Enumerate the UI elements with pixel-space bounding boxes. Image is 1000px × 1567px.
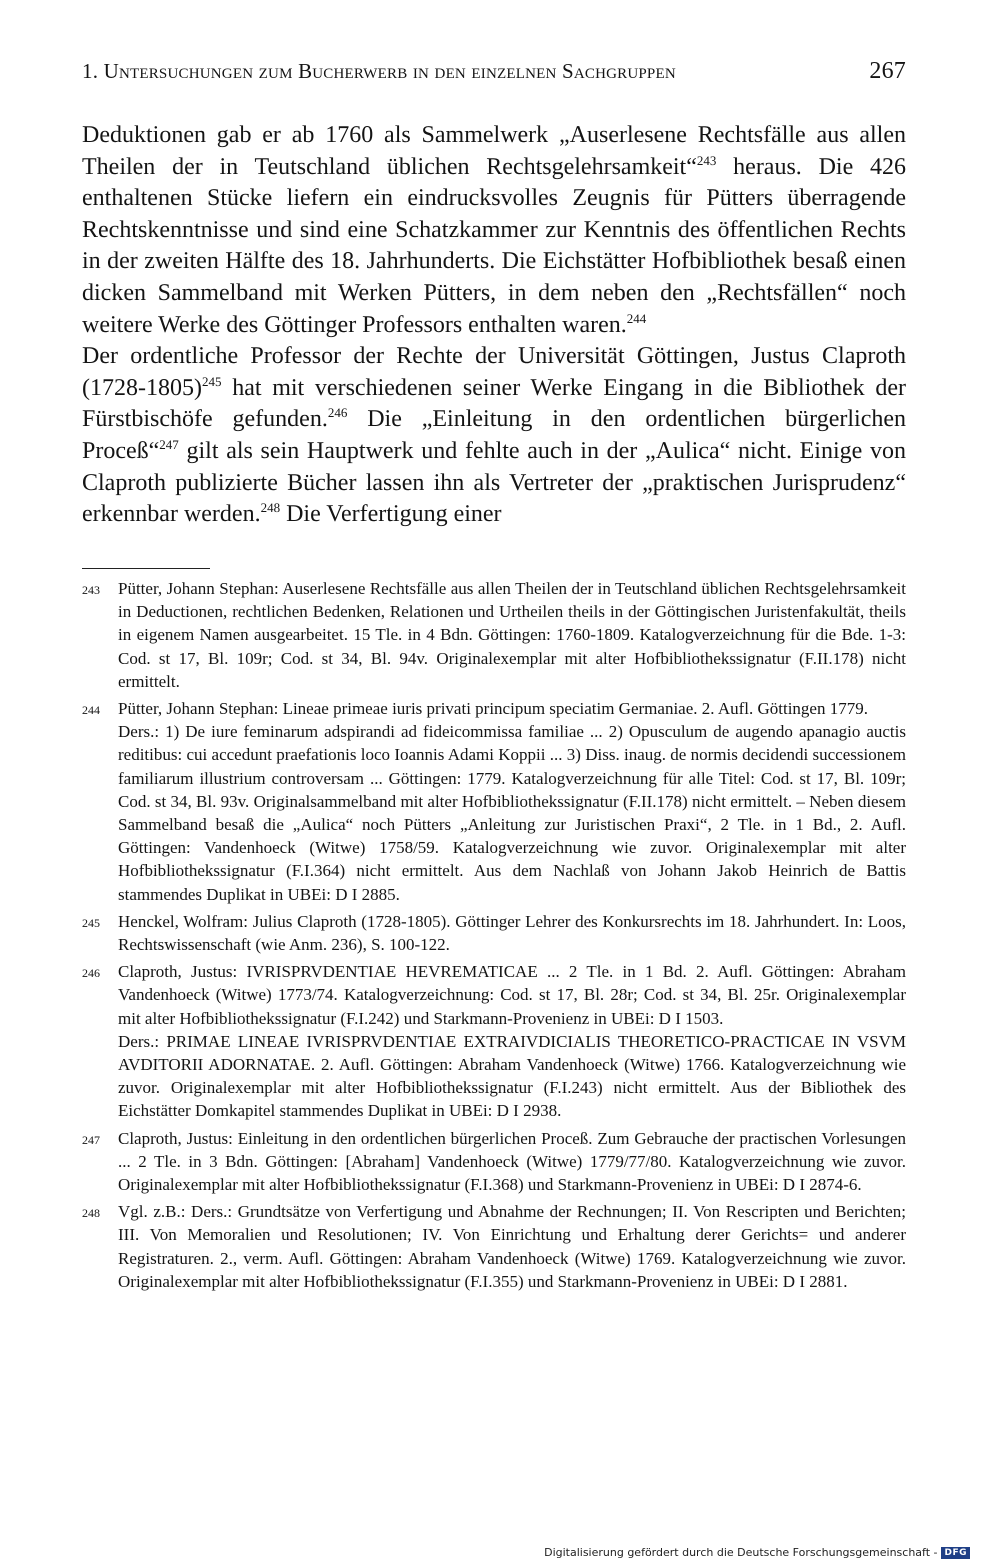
footnote-text: Claproth, Justus: Einleitung in den ordentlichen bürgerlichen Proceß. Zum Gebrauche der practischen Vorlesungen ... 2 Tle. in 3 Bdn. Göttingen: [Abraham] Vandenhoeck (Witwe) 1779/77/80. Katalogverzeichnung wie zuvor. Originalexemplar mit alter Hofbibliothekssignatur (F.I.368) und Starkmann-Provenienz in UBEi: D I 2874-6. <box>118 1128 906 1195</box>
text-segment: Deduktionen gab er ab 1760 als Sammelwerk „Auserlesene Rechtsfälle aus allen Theilen der in Teutschland üblichen Rechtsgelehrsamkeit“ <box>82 122 906 180</box>
text-segment: heraus. Die 426 enthaltenen Stücke liefern ein eindrucksvolles Zeugnis für Pütters überragende Rechtskenntnisse und sind eine Schatzkammer zur Kenntnis des öffentlichen Rechts in der zweiten Hälfte des 18. Jahrhunderts. Die Eichstätter Hofbibliothek besaß einen dicken Sammelband mit Werken Pütters, in dem neben den „Rechtsfällen“ noch weitere Werke des Göttinger Professors enthalten waren. <box>82 153 906 338</box>
text-segment: Die Verfertigung einer <box>280 501 502 528</box>
footnote-number: 246 <box>82 966 100 981</box>
footnote-ref[interactable]: 243 <box>696 152 717 168</box>
footnote-248 <box>82 1200 906 1293</box>
text-segment: hat mit verschiedenen seiner Werke Eingang in die Bibliothek der Fürstbischöfe gefunden. <box>82 374 906 433</box>
footnote-246 <box>82 960 906 1122</box>
footnote-245 <box>82 910 906 956</box>
footnote-text: Henckel, Wolfram: Julius Claproth (1728-1805). Göttinger Lehrer des Konkursrechts im 18. Jahrhundert. In: Loos, Rechtswissenschaft (wie Anm. 236), S. 100-122. <box>118 911 906 955</box>
body-text <box>82 120 906 531</box>
footnote-text: Vgl. z.B.: Ders.: Grundtsätze von Verfertigung und Abnahme der Rechnungen; II. Von Rescripten und Berichten; III. Von Memoralien und Resolutionen; IV. Von Einrichtung und Erhaltung derer Gerichts= und anderer Registraturen. 2., verm. Aufl. Göttingen: Abraham Vandenhoeck (Witwe) 1769. Katalogverzeichnung wie zuvor. Originalexemplar mit alter Hofbibliothekssignatur (F.I.355) und Starkmann-Provenienz in UBEi: D I 2881. <box>118 1202 906 1291</box>
credit-text: Digitalisierung gefördert durch die Deutsche Forschungsgemeinschaft - <box>544 1546 938 1559</box>
paragraph-2 <box>82 341 906 531</box>
footnote-ref[interactable]: 247 <box>159 436 179 452</box>
footnote-244 <box>82 697 906 906</box>
text-segment: Der ordentliche Professor der Rechte der Universität Göttingen, Justus Claproth (1728-1805) <box>82 343 906 401</box>
text-segment: gilt als sein Hauptwerk und fehlte auch in der „Aulica“ nicht. Einige von Claproth publizierte Bücher lassen ihn als Vertreter der „praktischen Jurisprudenz“ erkennbar werden. <box>82 437 906 528</box>
footnote-text: Ders.: 1) De iure feminarum adspirandi ad fideicommissa familiae ... 2) Opusculum de augendo apanagio auctis reditibus: cui accedunt praefationis loco Ioannis Adami Koppii ... 3) Diss. inaug. de normis decidendi successionem familiarum illustrium controversam ... Göttingen: 1779. Katalogverzeichnung für alle Titel: Cod. st 17, Bl. 109r; Cod. st 34, Bl. 93v. Originalsammelband mit alter Hofbibliothekssignatur (F.II.178) nicht ermittelt. – Neben diesem Sammelband besaß die „Aulica“ noch Pütters „Anleitung zur Juristischen Praxi“, 2 Tle. in 1 Bd., 2. Aufl. Göttingen: Vandenhoeck (Witwe) 1758/59. Katalogverzeichnung wie zuvor. Originalexemplar mit alter Hofbibliothekssignatur (F.I.364) nicht ermittelt. Aus dem Nachlaß von Johann Jakob Heinrich de Battis stammendes Duplikat in UBEi: D I 2885. <box>118 722 906 904</box>
digitization-credit <box>544 1546 970 1559</box>
paragraph-1 <box>82 120 906 341</box>
footnote-ref[interactable]: 244 <box>626 310 647 326</box>
footnote-number: 243 <box>82 583 100 597</box>
footnote-243 <box>82 577 906 693</box>
footnotes <box>82 577 906 1297</box>
footnote-ref[interactable]: 245 <box>201 373 222 389</box>
running-title: 1. Untersuchungen zum Bucherwerb in den einzelnen Sachgruppen <box>82 59 676 83</box>
footnote-ref[interactable]: 246 <box>327 405 348 421</box>
footnote-number: 245 <box>82 915 100 930</box>
footnote-number: 244 <box>82 703 100 718</box>
dfg-logo: DFG <box>941 1547 970 1559</box>
running-header <box>82 58 906 94</box>
footnote-text: Ders.: PRIMAE LINEAE IVRISPRVDENTIAE EXTRAIVDICIALIS THEORETICO-PRACTICAE IN VSVM AVDITORII ADORNATAE. 2. Aufl. Göttingen: Abraham Vandenhoeck (Witwe) 1766. Katalogverzeichnung wie zuvor. Originalexemplar mit alter Hofbibliothekssignatur (F.I.243) nicht ermittelt. Aus der Bibliothek des Eichstätter Domkapitel stammendes Duplikat in UBEi: D I 2938. <box>118 1031 906 1121</box>
page-number: 267 <box>869 58 906 84</box>
footnote-number: 248 <box>82 1206 100 1221</box>
text-segment: Die „Einleitung in den ordentlichen bürgerlichen Proceß“ <box>82 406 906 464</box>
footnote-247 <box>82 1127 906 1197</box>
footnote-divider <box>82 568 210 569</box>
footnote-number: 247 <box>82 1132 100 1147</box>
footnote-text: Claproth, Justus: IVRISPRVDENTIAE HEVREMATICAE ... 2 Tle. in 1 Bd. 2. Aufl. Göttingen: Abraham Vandenhoeck (Witwe) 1773/74. Katalogverzeichnung: Cod. st 17, Bl. 28r; Cod. st 34, Bl. 25r. Originalexemplar mit alter Hofbibliothekssignatur (F.I.242) und Starkmann-Provenienz in UBEi: D I 1503. <box>118 962 906 1028</box>
footnote-ref[interactable]: 248 <box>260 500 281 516</box>
footnote-text: Pütter, Johann Stephan: Lineae primeae iuris privati principum speciatim Germaniae. 2. Aufl. Göttingen 1779. <box>118 699 868 719</box>
footnote-text: Pütter, Johann Stephan: Auserlesene Rechtsfälle aus allen Theilen der in Teutschland üblichen Rechtsgelehrsamkeit in Deductionen, rechtlichen Bedenken, Relationen und Urtheilen theils in der Göttingischen Juristenfakultät, theils in eigenem Namen ausgearbeitet. 15 Tle. in 4 Bdn. Göttingen: 1760-1809. Katalogverzeichnung für die Bde. 1-3: Cod. st 17, Bl. 109r; Cod. st 34, Bl. 94v. Originalexemplar mit alter Hofbibliothekssignatur (F.II.178) nicht ermittelt. <box>118 579 906 691</box>
